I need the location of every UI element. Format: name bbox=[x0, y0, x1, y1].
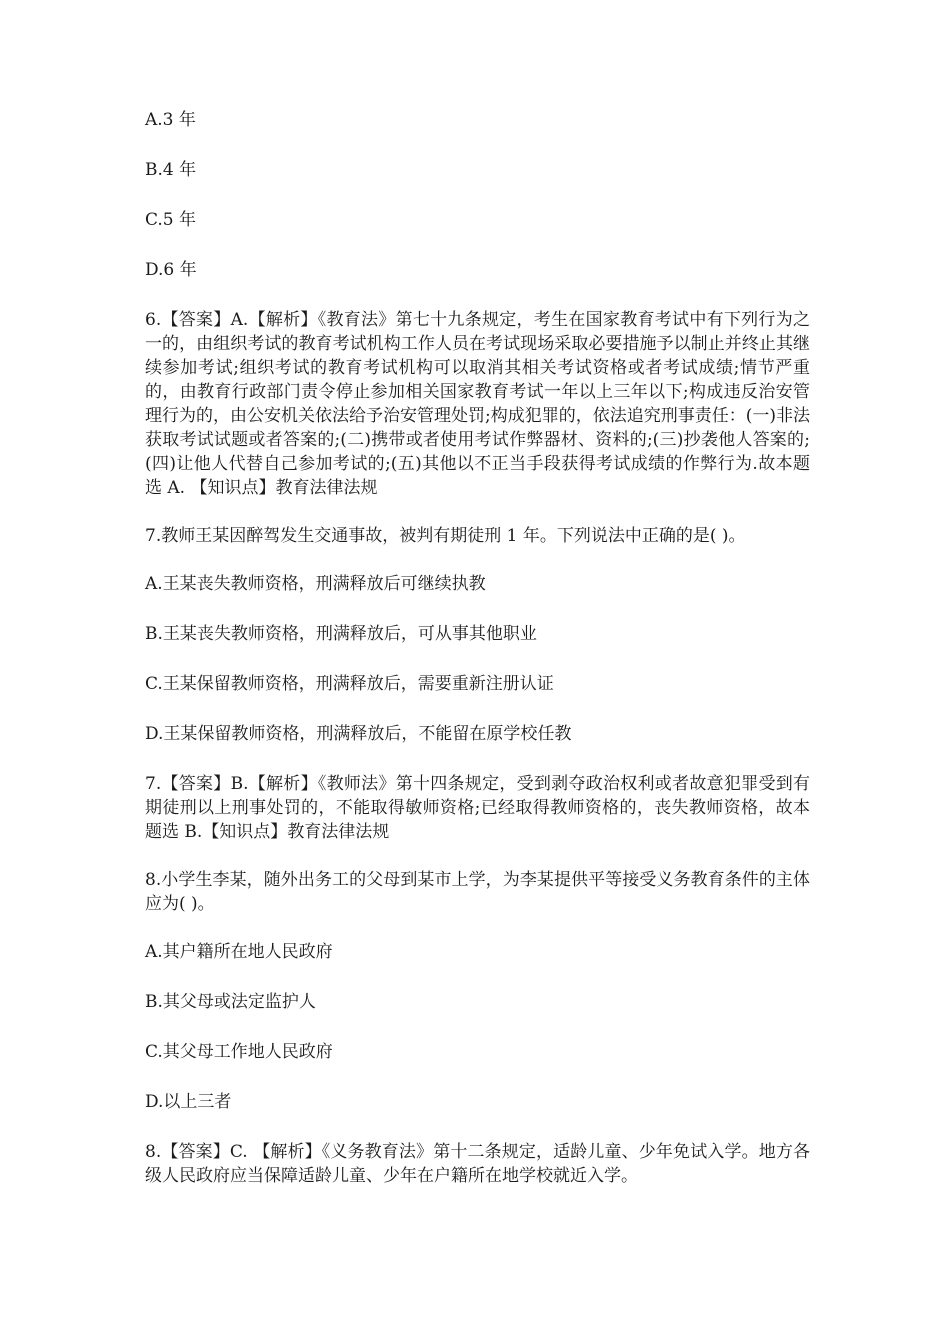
q7-option-d: D.王某保留教师资格，刑满释放后，不能留在原学校任教 bbox=[145, 724, 572, 744]
q7-option-c: C.王某保留教师资格，刑满释放后，需要重新注册认证 bbox=[145, 674, 554, 694]
q5-option-c: C.5 年 bbox=[145, 210, 197, 230]
q7-option-a: A.王某丧失教师资格，刑满释放后可继续执教 bbox=[145, 574, 486, 594]
answer-8-explanation: 8.【答案】C. 【解析】《义务教育法》第十二条规定，适龄儿童、少年免试入学。地方各级人民政府应当保障适龄儿童、少年在户籍所在地学校就近入学。 bbox=[145, 1142, 810, 1186]
question-8-stem: 8.小学生李某，随外出务工的父母到某市上学，为李某提供平等接受义务教育条件的主体应为( )。 bbox=[145, 870, 810, 914]
q5-option-a: A.3 年 bbox=[145, 110, 196, 130]
q5-option-b: B.4 年 bbox=[145, 160, 197, 180]
question-7-stem: 7.教师王某因醉驾发生交通事故，被判有期徒刑 1 年。下列说法中正确的是( )。 bbox=[145, 526, 746, 546]
document-page bbox=[145, 108, 810, 1212]
q8-option-c: C.其父母工作地人民政府 bbox=[145, 1042, 333, 1062]
q8-option-d: D.以上三者 bbox=[145, 1092, 232, 1112]
q8-option-a: A.其户籍所在地人民政府 bbox=[145, 942, 333, 962]
answer-7-explanation: 7.【答案】B.【解析】《教师法》第十四条规定，受到剥夺政治权利或者故意犯罪受到有期徒刑以上刑事处罚的，不能取得敏师资格;已经取得教师资格的，丧失教师资格，故本题选 B.【知识点】教育法律法规 bbox=[145, 774, 810, 842]
answer-6-explanation: 6.【答案】A.【解析】《教育法》第七十九条规定，考生在国家教育考试中有下列行为之一的，由组织考试的教育考试机构工作人员在考试现场采取必要措施予以制止并终止其继续参加考试;组织考试的教育考试机构可以取消其相关考试资格或者考试成绩;情节严重的，由教育行政部门责令停止参加相关国家教育考试一年以上三年以下;构成违反治安管理行为的，由公安机关依法给予治安管理处罚;构成犯罪的，依法追究刑事责任：(一)非法获取考试试题或者答案的;(二)携带或者使用考试作弊器材、资料的;(三)抄袭他人答案的;(四)让他人代替自己参加考试的;(五)其他以不正当手段获得考试成绩的作弊行为.故本题选 A. 【知识点】教育法律法规 bbox=[145, 310, 810, 498]
q8-option-b: B.其父母或法定监护人 bbox=[145, 992, 316, 1012]
q5-option-d: D.6 年 bbox=[145, 260, 197, 280]
q7-option-b: B.王某丧失教师资格，刑满释放后，可从事其他职业 bbox=[145, 624, 537, 644]
